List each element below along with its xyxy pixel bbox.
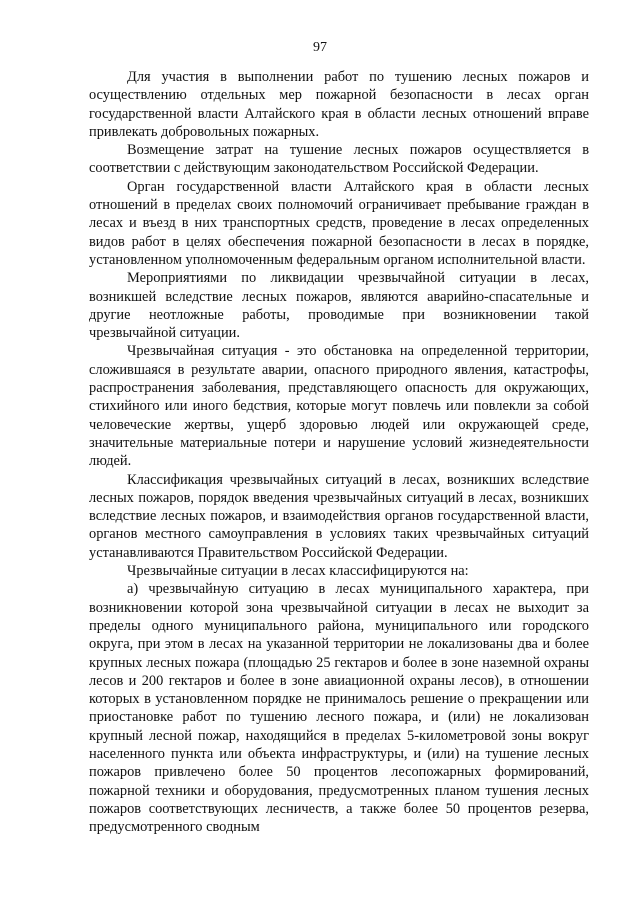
paragraph-cost-reimbursement: Возмещение затрат на тушение лесных пожаров осуществляется в соответствии с действующим законодательством Российской Федерации. bbox=[89, 142, 589, 177]
paragraph-access-restriction: Орган государственной власти Алтайского края в области лесных отношений в пределах своих полномочий ограничивает пребывание граждан в лесах и въезд в них транспортных средств, проведение в лесах определенных видов работ в целях обеспечения пожарной безопасности в лесах в порядке, установленном уполномоченным федеральным органом исполнительной власти. bbox=[89, 178, 589, 268]
paragraph-emergency-classification-authority: Классификация чрезвычайных ситуаций в лесах, возникших вследствие лесных пожаров, порядок введения чрезвычайных ситуаций в лесах, возникших вследствие лесных пожаров, и взаимодействия органов государственной власти, органов местного самоуправления в условиях таких чрезвычайных ситуаций устанавливаются Правительством Российской Федерации. bbox=[89, 471, 589, 561]
paragraph-volunteer-firefighters: Для участия в выполнении работ по тушению лесных пожаров и осуществлению отдельных мер пожарной безопасности в лесах орган государственной власти Алтайского края в области лесных отношений вправе привлекать добровольных пожарных. bbox=[89, 69, 589, 140]
document-body bbox=[89, 68, 589, 836]
paragraph-municipal-emergency: а) чрезвычайную ситуацию в лесах муниципального характера, при возникновении которой зона чрезвычайной ситуации в лесах не выходит за пределы одного муниципального района, муниципального или городского округа, при этом в лесах на указанной территории не локализованы два и более крупных лесных пожара (площадью 25 гектаров и более в зоне наземной охраны лесов и 200 гектаров и более в зоне авиационной охраны лесов), в отношении которых в установленном порядке не принималось решение о прекращении или приостановке работ по тушению лесного пожара, и (или) не локализован крупный лесной пожар, находящийся в пределах 5-километровой зоны вокруг населенного пункта или объекта инфраструктуры, и (или) на тушение лесных пожаров привлечено более 50 процентов лесопожарных формирований, пожарной техники и оборудования, предусмотренных планом тушения лесных пожаров соответствующих лесничеств, а также более 50 процентов резерва, предусмотренного сводным bbox=[89, 581, 589, 836]
page-number: 97 bbox=[313, 40, 327, 55]
paragraph-emergency-measures: Мероприятиями по ликвидации чрезвычайной ситуации в лесах, возникшей вследствие лесных пожаров, являются аварийно-спасательные и другие неотложные работы, проводимые при возникновении такой чрезвычайной ситуации. bbox=[89, 270, 589, 342]
paragraph-classification-intro: Чрезвычайные ситуации в лесах классифицируются на: bbox=[127, 563, 469, 580]
paragraph-emergency-definition: Чрезвычайная ситуация - это обстановка на определенной территории, сложившаяся в результате аварии, опасного природного явления, катастрофы, распространения заболевания, представляющего опасность для окружающих, стихийного или иного бедствия, которые могут повлечь или повлекли за собой человеческие жертвы, ущерб здоровью людей или окружающей среде, значительные материальные потери и нарушение условий жизнедеятельности людей. bbox=[89, 343, 589, 470]
